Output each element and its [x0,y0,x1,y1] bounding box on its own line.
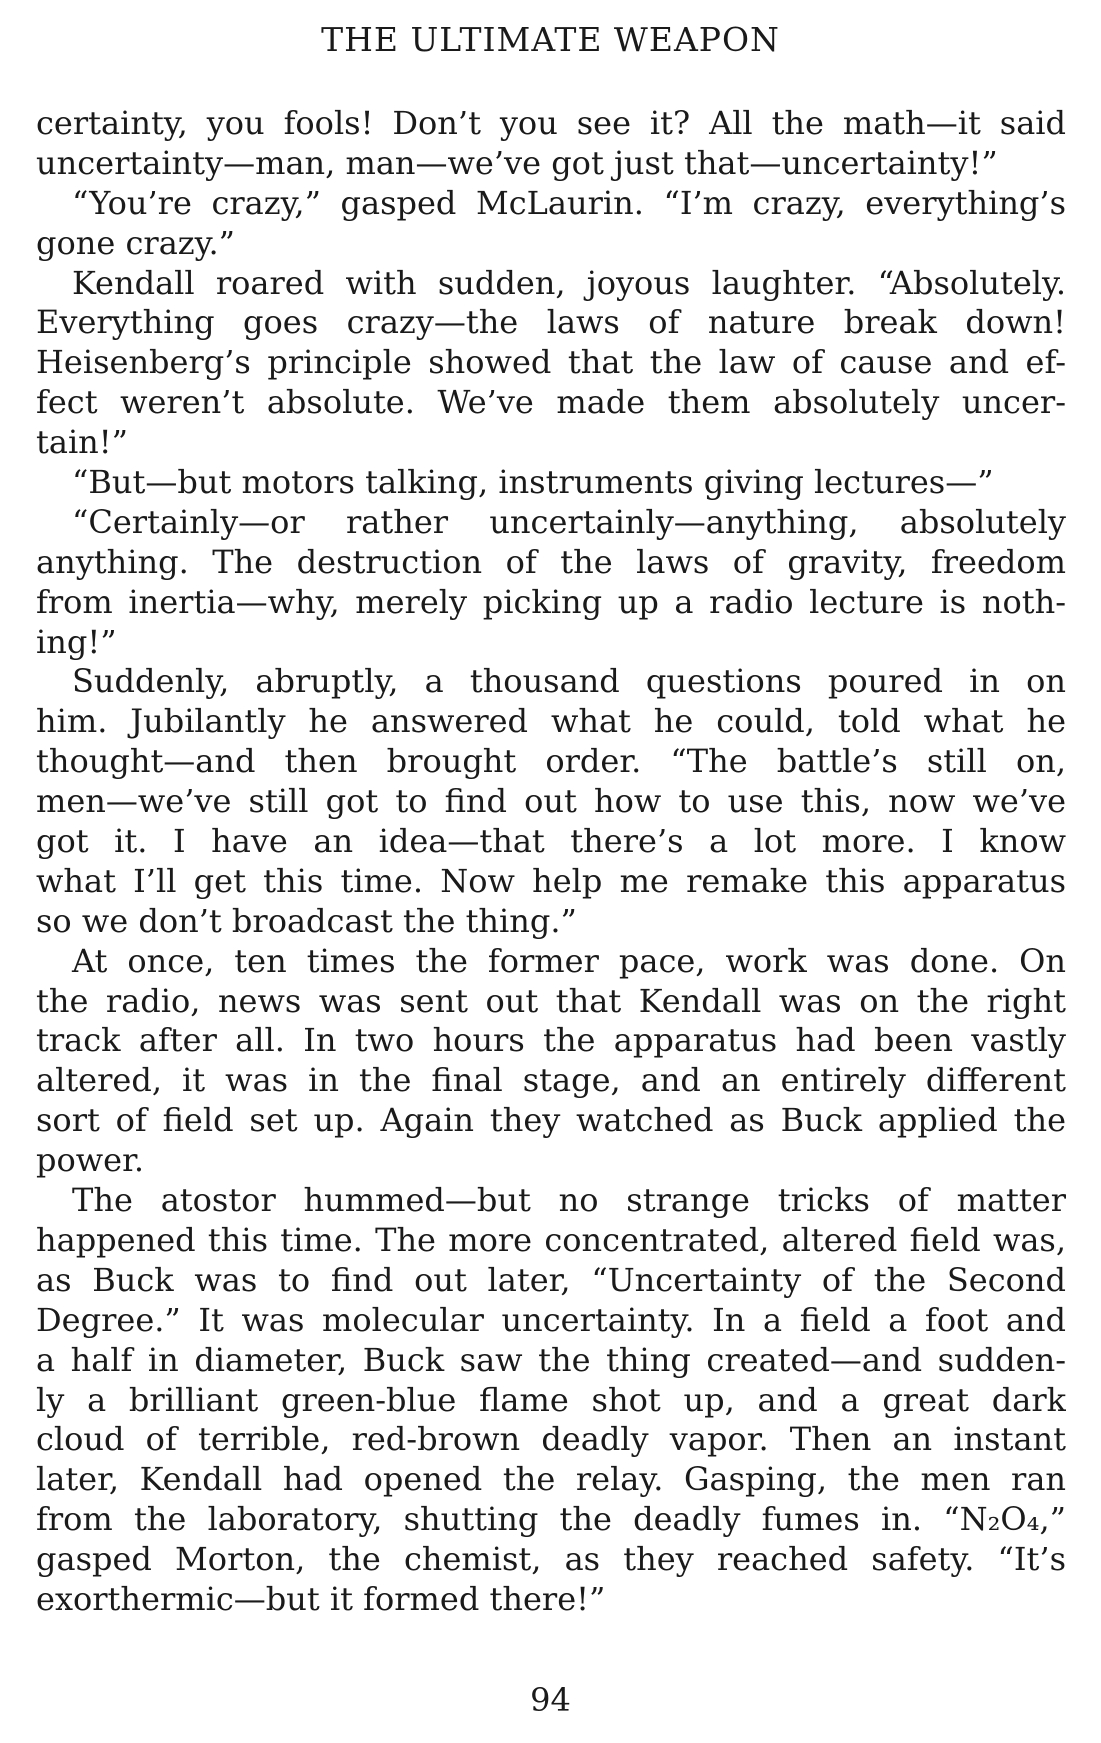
text-line: “But—but motors talking, instruments giving lectures—” [72,463,994,502]
text-line: At once, ten times the former pace, work was done. On [72,941,1066,980]
text-line: exorthermic—but it formed there!” [36,1579,606,1618]
text-line: what I’ll get this time. Now help me remake this apparatus [36,861,1066,900]
text-line: ly a brilliant green-blue flame shot up, and a great dark [36,1380,1066,1419]
text-line: Degree.” It was molecular uncertainty. In a field a foot and [36,1300,1066,1339]
text-line: track after all. In two hours the apparatus had been vastly [36,1021,1066,1060]
text-line: Kendall roared with sudden, joyous laughter. “Absolutely. [72,263,1066,302]
text-line: got it. I have an idea—that there’s a lot more. I know [36,822,1066,861]
text-line: sort of field set up. Again they watched as Buck applied the [36,1101,1066,1140]
text-line: Heisenberg’s principle showed that the law of cause and ef- [36,343,1066,382]
text-line: fect weren’t absolute. We’ve made them absolutely uncer- [36,383,1066,422]
text-line: later, Kendall had opened the relay. Gasping, the men ran [36,1460,1066,1499]
text-line: from inertia—why, merely picking up a radio lecture is noth- [36,582,1066,621]
text-line: happened this time. The more concentrated, altered field was, [36,1220,1066,1259]
text-line: tain!” [36,423,128,462]
text-line: “You’re crazy,” gasped McLaurin. “I’m crazy, everything’s [72,183,1066,222]
text-line: uncertainty—man, man—we’ve got just that—uncertainty!” [36,143,998,182]
text-line: power. [36,1141,145,1180]
text-line: him. Jubilantly he answered what he could, told what he [36,702,1066,741]
text-line: certainty, you fools! Don’t you see it? All the math—it said [36,104,1066,142]
text-line: gasped Morton, the chemist, as they reached safety. “It’s [36,1540,1066,1579]
body-text [36,104,1066,1620]
text-line: gone crazy.” [36,223,235,262]
running-head: THE ULTIMATE WEAPON [321,20,780,59]
text-line: anything. The destruction of the laws of gravity, freedom [36,542,1066,581]
text-line: from the laboratory, shutting the deadly fumes in. “N₂O₄,” [36,1500,1066,1539]
text-line: altered, it was in the final stage, and an entirely different [36,1061,1066,1100]
text-line: The atostor hummed—but no strange tricks of matter [72,1181,1066,1220]
page-number: 94 [530,1681,571,1719]
text-line: men—we’ve still got to find out how to use this, now we’ve [36,782,1066,821]
text-line: ing!” [36,622,117,661]
text-line: the radio, news was sent out that Kendall was on the right [36,981,1066,1020]
text-line: a half in diameter, Buck saw the thing created—and sudden- [36,1340,1066,1379]
text-line: “Certainly—or rather uncertainly—anything, absolutely [72,502,1066,541]
text-line: thought—and then brought order. “The battle’s still on, [36,742,1066,781]
text-line: as Buck was to find out later, “Uncertainty of the Second [36,1260,1066,1299]
text-line: so we don’t broadcast the thing.” [36,901,577,940]
text-line: Everything goes crazy—the laws of nature break down! [36,303,1066,342]
text-line: Suddenly, abruptly, a thousand questions poured in on [72,662,1066,701]
text-line: cloud of terrible, red-brown deadly vapor. Then an instant [36,1420,1066,1459]
